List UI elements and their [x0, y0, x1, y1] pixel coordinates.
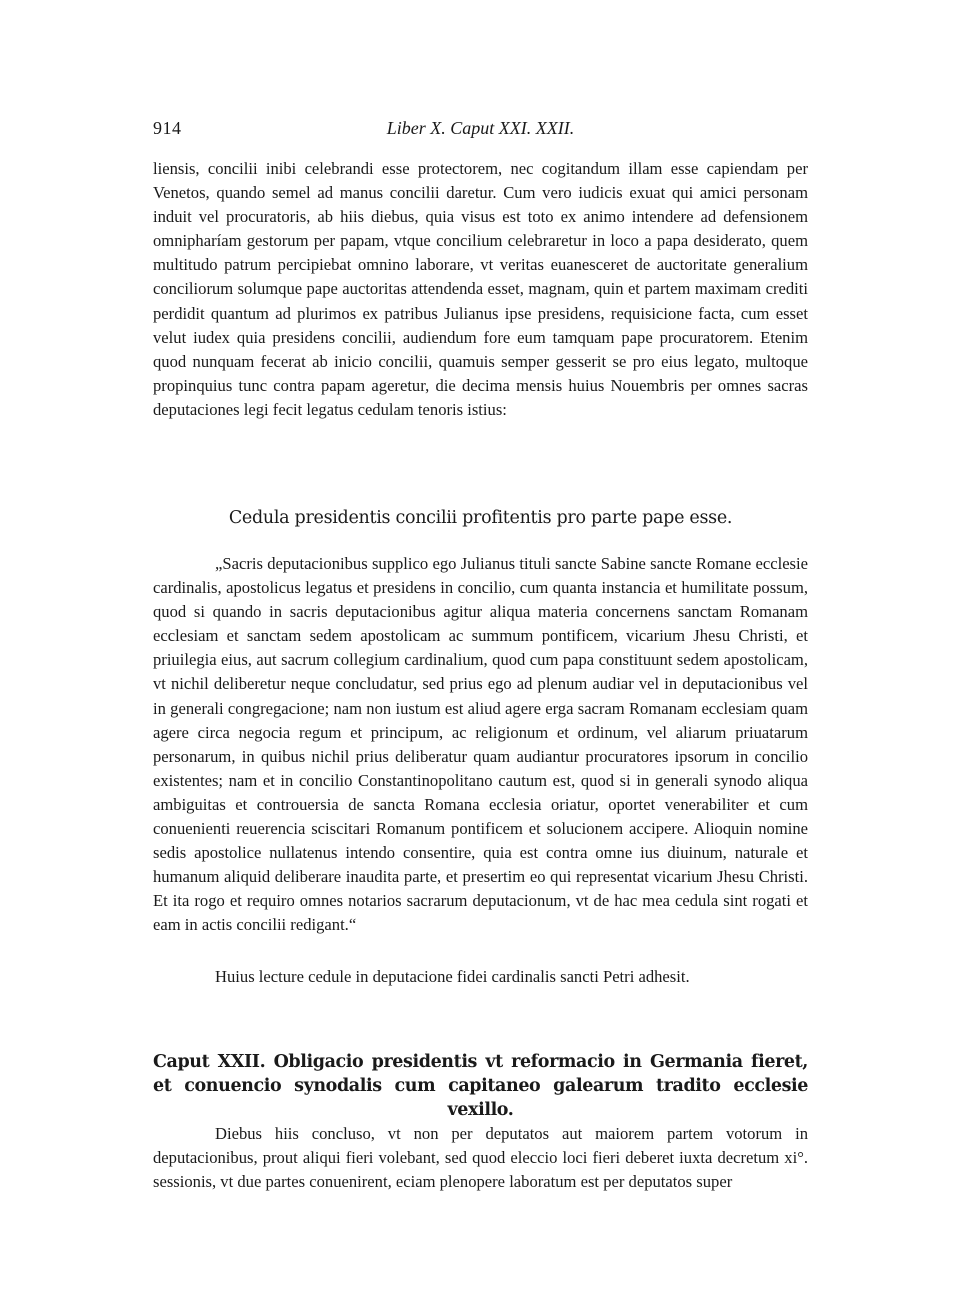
- page-header: [153, 118, 808, 142]
- page-number: 914: [153, 118, 182, 138]
- section-title: Cedula presidentis concilii profitentis pro parte pape esse.: [228, 508, 733, 528]
- paragraph-continuation: liensis, concilii inibi celebrandi esse protectorem, nec cogitandum illam esse capiendam per Venetos, quando semel ad manus concilii daretur. Cum vero iudicis exuat qui amici personam induit vel procuratoris, ab hiis diebus, quia visus est toto ex animo intendere ad defensionem omnipharíam gestorum per papam, vtque concilium celebraretur in loco a papa desiderato, quem multitudo patrum percipiebat omnino laborare, vt veritas euanesceret de auctoritate generalium conciliorum solumque pape auctoritas attendenda esset, magnam, quin et partem maximam crediti perdidit quantum ad plurimos ex patribus Julianus ipse presidens, requisicione facta, cum esset velut iudex quia presidens concilii, audiendum fore eum tamquam pape procuratorem. Etenim quod nunquam fecerat ab inicio concilii, quamuis semper gesserit se pro eius legato, multoque propinquius tunc contra papam ageretur, die decima mensis huius Nouembris per omnes sacras deputaciones legi fecit legatus cedulam tenoris istius:: [153, 159, 808, 419]
- note-paragraph: Huius lecture cedule in deputacione fidei cardinalis sancti Petri adhesit.: [215, 967, 690, 986]
- chapter-paragraph: Diebus hiis concluso, vt non per deputatos aut maiorem partem votorum in deputacionibus, prout aliqui fieri volebant, sed quod eleccio loci fieri deberet iuxta decretum xi°. sessionis, vt due partes conuenirent, eciam plenopere laboratum est per deputatos super: [153, 1124, 808, 1192]
- cedula-text: „Sacris deputacionibus supplico ego Julianus tituli sancte Sabine sancte Romane ecclesie cardinalis, apostolicus legatus et presidens in concilio, cum quanta instancia et humilitate possum, quod si quando in sacris deputacionibus agitur aliqua materia concernens sanctam Romanam ecclesiam et sanctam sedem apostolicam ac summum pontificem, vicarium Jhesu Christi, et priuilegia eius, aut sacrum collegium cardinalium, quod cum papa constituunt sedem apostolicam, vt nichil deliberetur neque concludatur, sed prius ego ad plenum audiar vel in deputacionibus vel in generali congregacione; nam non iustum est aliud agere erga sacram Romanam ecclesiam quam agere circa negocia regum et principum, ac religionum et ordinum, vel aliarum priuatarum personarum, in quibus nichil prius deliberatur quam audiantur procuratores ipsorum in concilio existentes; nam et in concilio Constantinopolitano cautum est, quod si in generali synodo aliqua ambiguitas et controuersia de sancta Romana ecclesia oriatur, oportet venerabiliter et cum conuenienti reuerencia sciscitari Romanum pontificem et solucionem accipere. Alioquin nomine sedis apostolice nullatenus intendo consentire, quia est contra omne ius diuinum, naturale et humanum aliquid deliberare inaudita parte, et presertim eo qui representat vicarium Jhesu Christi. Et ita rogo et requiro omnes notarios sacrarum deputacionum, vt de hac mea cedula sint rogati et eam in actis concilii redigant.“: [153, 554, 808, 935]
- running-title: Liber X. Caput XXI. XXII.: [386, 118, 575, 138]
- chapter-heading: Caput XXII. Obligacio presidentis vt reformacio in Germania fieret, et conuencio synodalis cum capitaneo galearum tradito ecclesie vexillo.: [153, 1052, 808, 1120]
